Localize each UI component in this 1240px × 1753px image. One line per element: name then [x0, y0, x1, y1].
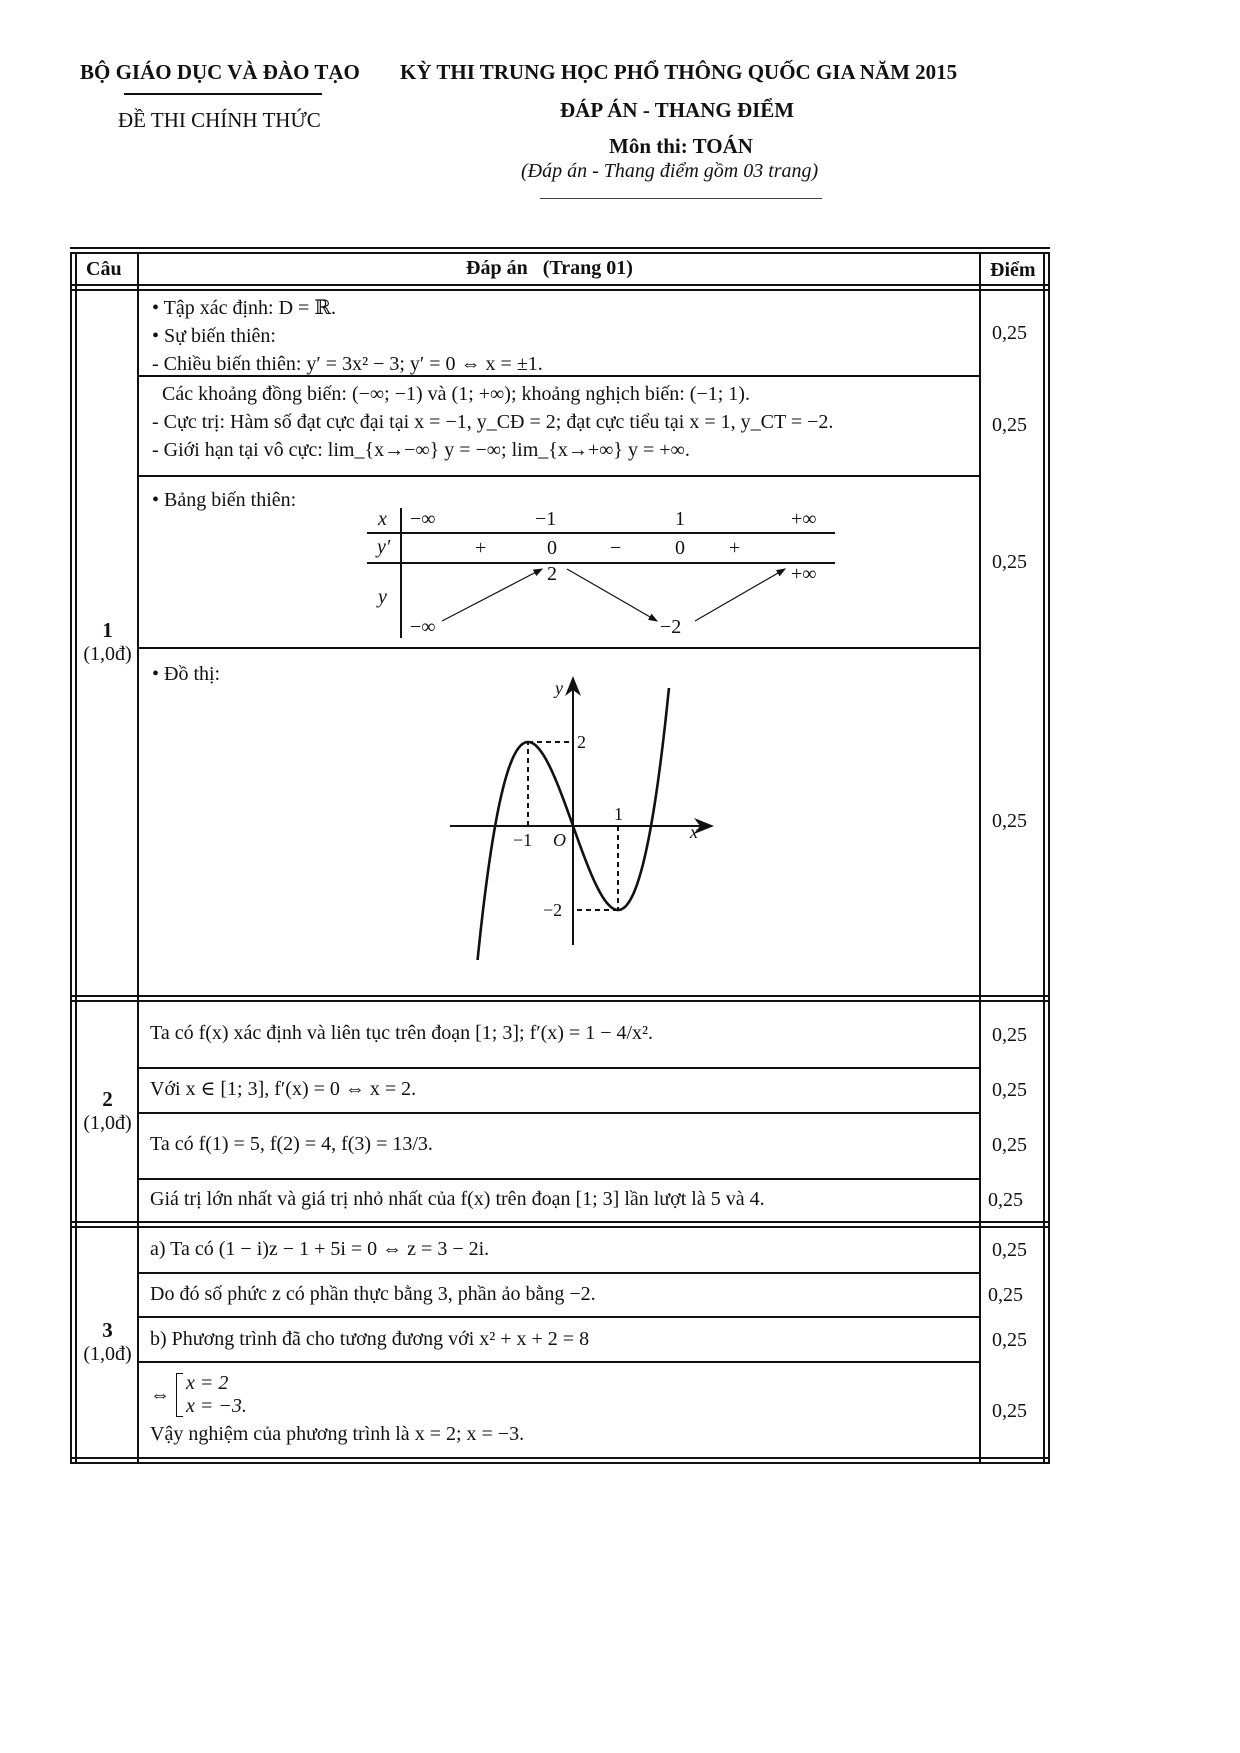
question-points: (1,0đ)	[83, 643, 132, 665]
question-points: (1,0đ)	[83, 1343, 132, 1365]
vt-arrows	[367, 506, 837, 641]
official-label: ĐỀ THI CHÍNH THỨC	[118, 108, 321, 132]
conclusion: Vậy nghiệm của phương trình là x = 2; x = −3.	[150, 1423, 525, 1445]
score-value: 0,25	[992, 1134, 1027, 1156]
question-number: 1	[102, 618, 113, 642]
col-header-score: Điểm	[990, 259, 1036, 281]
vt-yprime-label: y′	[377, 536, 391, 558]
question-points: (1,0đ)	[83, 1112, 132, 1134]
q3-row2-answer: Do đó số phức z có phần thực bằng 3, phần ảo bằng −2.	[150, 1283, 596, 1305]
table-border	[70, 289, 1050, 291]
curve-point	[482, 909, 483, 910]
system-lines	[186, 1372, 247, 1418]
page-note: (Đáp án - Thang điểm gồm 03 trang)	[521, 160, 819, 182]
score-value: 0,25	[992, 1329, 1027, 1351]
bracket-icon	[176, 1373, 183, 1417]
score-value: 0,25	[992, 810, 1027, 832]
row-divider	[137, 1067, 981, 1069]
q2-row2-answer: Với x ∈ [1; 3], f′(x) = 0 ⇔ x = 2.	[150, 1078, 417, 1100]
vt-x-value: −∞	[410, 508, 436, 530]
q3-row4-answer	[150, 1372, 524, 1448]
answer-line: - Chiều biến thiên: y′ = 3x² − 3; y′ = 0 ⇔ x = ±1.	[152, 353, 543, 375]
question-1-label	[78, 618, 137, 666]
question-divider	[70, 1000, 1050, 1002]
curve-point	[635, 887, 636, 888]
q2-row4-answer: Giá trị lớn nhất và giá trị nhỏ nhất của f(x) trên đoạn [1; 3] lần lượt là 5 và 4.	[150, 1188, 765, 1210]
table-border	[70, 1457, 1050, 1459]
graph-label: • Đồ thị:	[152, 663, 221, 685]
equation-system	[150, 1372, 524, 1418]
vt-yprime-value: +	[729, 537, 741, 559]
row-divider	[137, 1361, 981, 1363]
subject-label: Môn thi:	[609, 134, 688, 158]
vt-y-label: y	[378, 586, 387, 608]
row-divider	[137, 647, 981, 649]
ministry-underline	[124, 93, 322, 95]
curve-point	[644, 855, 645, 856]
vt-y-value: −2	[660, 616, 682, 638]
vt-y-value: 2	[547, 563, 557, 585]
question-2-label	[78, 1087, 137, 1135]
vt-x-value: 1	[675, 508, 685, 530]
q1-row1-answer	[152, 294, 543, 378]
question-divider	[70, 1221, 1050, 1223]
decreasing-arrow	[567, 569, 657, 621]
question-divider	[70, 995, 1050, 997]
table-border	[979, 254, 981, 1462]
answer-line: - Giới hạn tại vô cực: lim_{x→−∞} y = −∞; lim_{x→+∞} y = +∞.	[152, 439, 690, 461]
question-divider	[70, 1226, 1050, 1228]
answer-line: Các khoảng đồng biến: (−∞; −1) và (1; +∞); khoảng nghịch biến: (−1; 1).	[162, 383, 750, 405]
curve-point	[563, 801, 564, 802]
answer-line: - Cực trị: Hàm số đạt cực đại tại x = −1, y_CĐ = 2; đạt cực tiểu tại x = 1, y_CT = −2.	[152, 411, 834, 433]
score-value: 0,25	[988, 1284, 1023, 1306]
curve-point	[545, 759, 546, 760]
answer-line: • Sự biến thiên:	[152, 325, 276, 347]
score-value: 0,25	[988, 1189, 1023, 1211]
curve-point	[617, 909, 618, 910]
curve-point	[491, 843, 492, 844]
table-border	[75, 252, 77, 1464]
x-tick-label: 1	[614, 804, 623, 824]
row-divider	[137, 1316, 981, 1318]
vt-x-label: x	[378, 508, 387, 530]
vt-y-value: −∞	[410, 616, 436, 638]
curve-point	[518, 747, 519, 748]
table-border	[70, 247, 1050, 249]
score-value: 0,25	[992, 1400, 1027, 1422]
table-border	[70, 252, 72, 1464]
curve-point	[653, 807, 654, 808]
score-value: 0,25	[992, 322, 1027, 344]
question-3-label	[78, 1318, 137, 1366]
x-tick-label: −1	[513, 830, 533, 850]
curve-point	[590, 873, 591, 874]
q1-row2-answer	[152, 380, 833, 464]
table-border	[70, 1462, 1050, 1464]
vt-yprime-value: 0	[675, 537, 685, 559]
row-divider	[137, 1112, 981, 1114]
title-underline	[540, 198, 822, 199]
function-graph	[440, 670, 720, 960]
vt-x-value: +∞	[791, 508, 817, 530]
table-border	[70, 284, 1050, 286]
question-number: 3	[102, 1318, 113, 1342]
curve-point	[509, 764, 510, 765]
equivalence-symbol: ⇔	[150, 1384, 170, 1406]
vt-y-value: +∞	[791, 563, 817, 585]
function-curve	[476, 670, 682, 960]
score-value: 0,25	[992, 1024, 1027, 1046]
row-divider	[137, 475, 981, 477]
q2-row1-answer	[150, 1019, 653, 1047]
vt-yprime-value: 0	[547, 537, 557, 559]
score-value: 0,25	[992, 551, 1027, 573]
y-axis-label: y	[555, 678, 563, 698]
answer-line: • Tập xác định: D = ℝ.	[152, 297, 336, 319]
score-value: 0,25	[992, 1079, 1027, 1101]
increasing-arrow	[442, 569, 542, 621]
curve-point	[662, 741, 663, 742]
curve-point	[536, 746, 537, 747]
variation-table-label: • Bảng biến thiên:	[152, 489, 297, 511]
curve-point	[599, 892, 600, 893]
curve-point	[572, 825, 573, 826]
increasing-arrow	[695, 569, 785, 621]
curve-point	[626, 904, 627, 905]
variation-table	[367, 506, 837, 641]
q3-row3-answer: b) Phương trình đã cho tương đương với x² + x + 2 = 8	[150, 1328, 590, 1350]
col-header-answer: Đáp án (Trang 01)	[466, 257, 633, 279]
subject-line	[609, 134, 753, 159]
table-border	[137, 254, 139, 1462]
row-divider	[137, 1272, 981, 1274]
subject-name: TOÁN	[692, 134, 753, 158]
doc-title: ĐÁP ÁN - THANG ĐIỂM	[560, 98, 795, 122]
question-number: 2	[102, 1087, 113, 1111]
curve-point	[500, 796, 501, 797]
curve-point	[554, 778, 555, 779]
table-border	[1048, 252, 1050, 1464]
curve-point	[527, 741, 528, 742]
system-line: x = 2	[186, 1372, 229, 1394]
q3-row1-answer: a) Ta có (1 − i)z − 1 + 5i = 0 ⇔ z = 3 − 2i.	[150, 1238, 490, 1260]
vt-x-value: −1	[535, 508, 557, 530]
vt-yprime-value: +	[475, 537, 487, 559]
y-tick-label: −2	[543, 900, 563, 920]
q2-row3-answer: Ta có f(1) = 5, f(2) = 4, f(3) = 13/3.	[150, 1133, 433, 1155]
score-value: 0,25	[992, 414, 1027, 436]
score-value: 0,25	[992, 1239, 1027, 1261]
row-divider	[137, 1178, 981, 1180]
answer-text: Ta có f(x) xác định và liên tục trên đoạn [1; 3]; f′(x) = 1 − 4/x².	[150, 1022, 654, 1044]
exam-title: KỲ THI TRUNG HỌC PHỔ THÔNG QUỐC GIA NĂM 2015	[400, 60, 958, 84]
system-line: x = −3.	[186, 1395, 247, 1417]
curve-point	[608, 905, 609, 906]
ministry-name: BỘ GIÁO DỤC VÀ ĐÀO TẠO	[80, 60, 360, 84]
x-axis-label: x	[690, 822, 698, 842]
y-tick-label: 2	[577, 732, 586, 752]
table-border	[1043, 252, 1045, 1464]
origin-label: O	[553, 830, 566, 850]
vt-yprime-value: −	[610, 537, 622, 559]
col-header-question: Câu	[86, 258, 122, 280]
curve-point	[581, 850, 582, 851]
table-border	[70, 252, 1050, 254]
